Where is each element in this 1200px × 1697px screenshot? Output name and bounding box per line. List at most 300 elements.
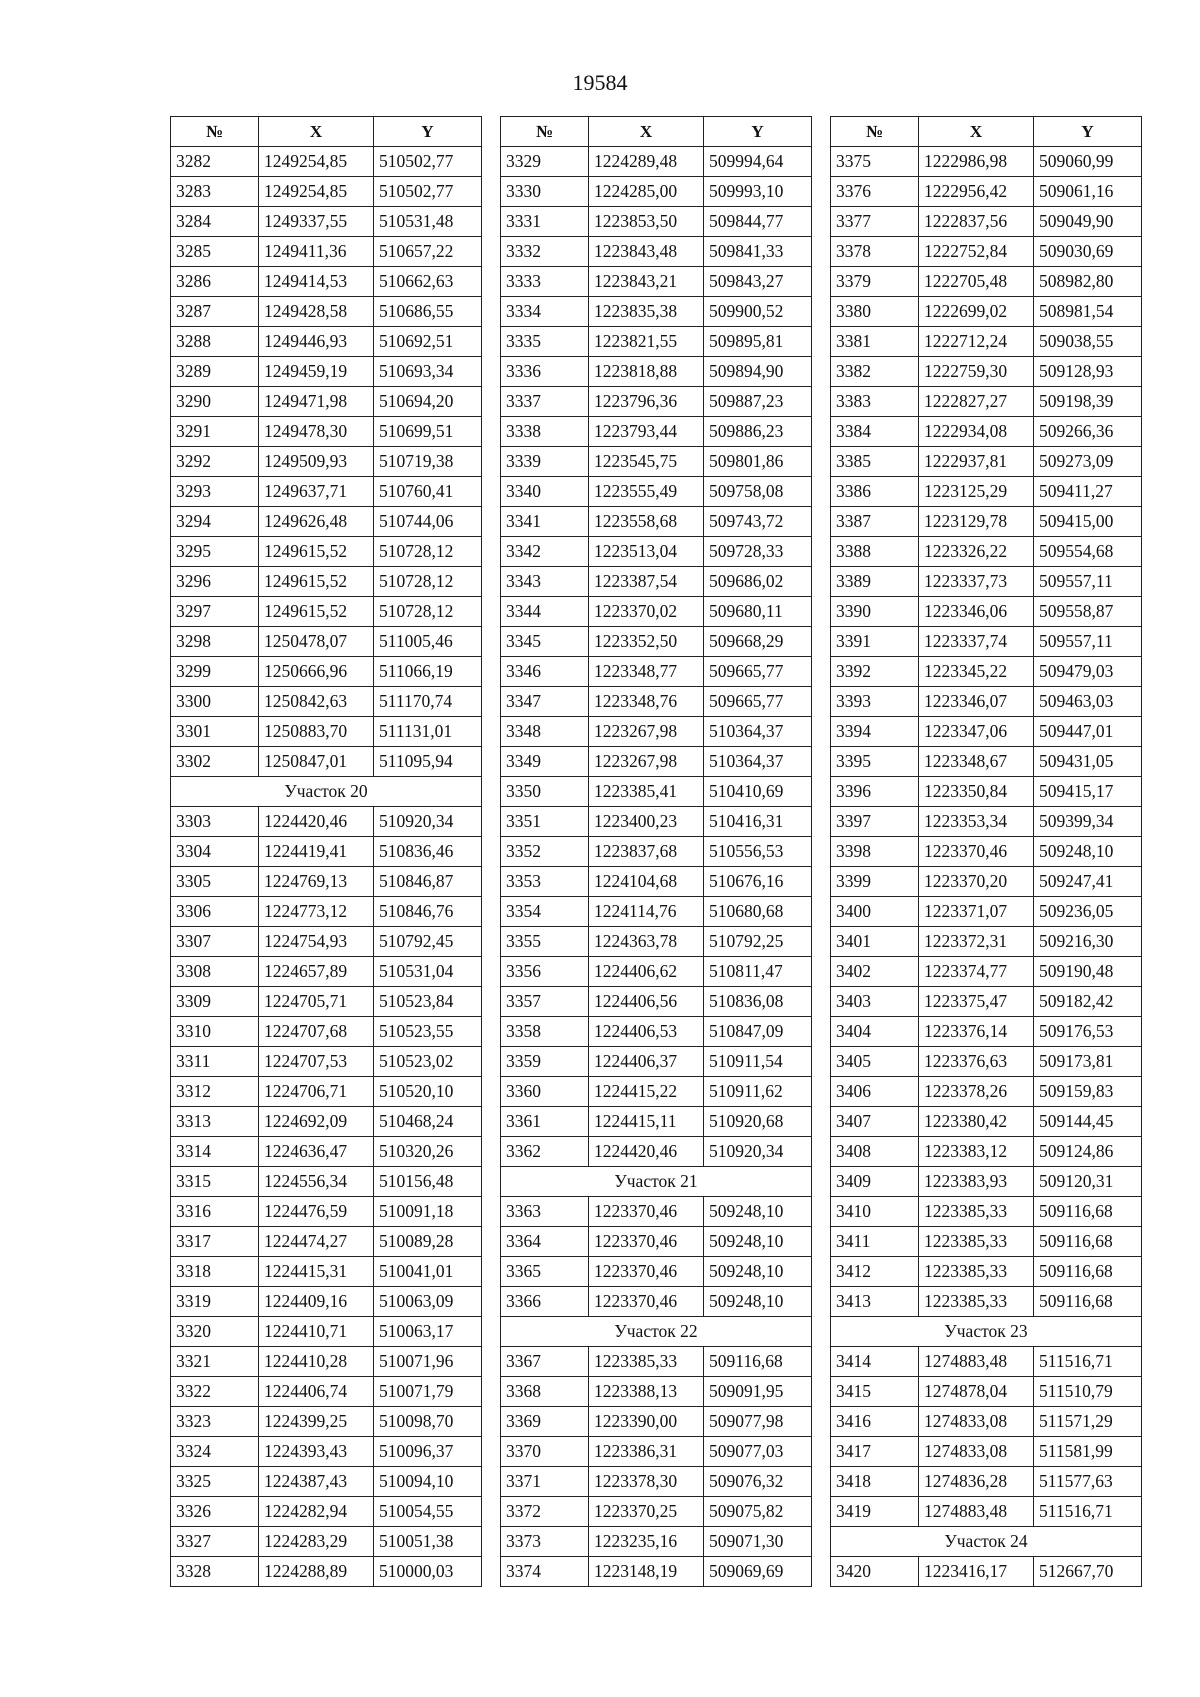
table-row xyxy=(171,1077,482,1107)
point-number: 3291 xyxy=(171,417,259,447)
table-row xyxy=(501,987,812,1017)
point-number: 3418 xyxy=(831,1467,919,1497)
point-number: 3286 xyxy=(171,267,259,297)
point-number: 3377 xyxy=(831,207,919,237)
point-number: 3341 xyxy=(501,507,589,537)
y-coordinate: 510468,24 xyxy=(374,1107,482,1137)
coordinate-table-3 xyxy=(830,116,1142,1587)
y-coordinate: 509411,27 xyxy=(1034,477,1142,507)
table-row xyxy=(501,1407,812,1437)
point-number: 3391 xyxy=(831,627,919,657)
y-coordinate: 510556,53 xyxy=(704,837,812,867)
y-coordinate: 509415,17 xyxy=(1034,777,1142,807)
x-coordinate: 1224707,68 xyxy=(259,1017,374,1047)
y-coordinate: 509758,08 xyxy=(704,477,812,507)
x-coordinate: 1223372,31 xyxy=(919,927,1034,957)
x-coordinate: 1249509,93 xyxy=(259,447,374,477)
table-row xyxy=(171,297,482,327)
point-number: 3316 xyxy=(171,1197,259,1227)
y-coordinate: 510071,96 xyxy=(374,1347,482,1377)
table-row xyxy=(171,897,482,927)
table-row xyxy=(831,267,1142,297)
point-number: 3302 xyxy=(171,747,259,777)
x-coordinate: 1223383,93 xyxy=(919,1167,1034,1197)
section-title: Участок 22 xyxy=(501,1317,812,1347)
y-coordinate: 511095,94 xyxy=(374,747,482,777)
section-title: Участок 23 xyxy=(831,1317,1142,1347)
table-row xyxy=(501,777,812,807)
y-coordinate: 510523,84 xyxy=(374,987,482,1017)
table-row xyxy=(171,477,482,507)
x-coordinate: 1223385,33 xyxy=(919,1287,1034,1317)
point-number: 3323 xyxy=(171,1407,259,1437)
y-coordinate: 509061,16 xyxy=(1034,177,1142,207)
table-row xyxy=(831,207,1142,237)
y-coordinate: 509728,33 xyxy=(704,537,812,567)
y-coordinate: 510320,26 xyxy=(374,1137,482,1167)
table-row xyxy=(501,237,812,267)
point-number: 3362 xyxy=(501,1137,589,1167)
y-coordinate: 510680,68 xyxy=(704,897,812,927)
header-num: № xyxy=(831,117,919,147)
table-row xyxy=(831,927,1142,957)
x-coordinate: 1224393,43 xyxy=(259,1437,374,1467)
y-coordinate: 510094,10 xyxy=(374,1467,482,1497)
x-coordinate: 1249637,71 xyxy=(259,477,374,507)
x-coordinate: 1223383,12 xyxy=(919,1137,1034,1167)
point-number: 3330 xyxy=(501,177,589,207)
x-coordinate: 1224282,94 xyxy=(259,1497,374,1527)
x-coordinate: 1223416,17 xyxy=(919,1557,1034,1587)
y-coordinate: 511131,01 xyxy=(374,717,482,747)
x-coordinate: 1224406,62 xyxy=(589,957,704,987)
table-row xyxy=(171,807,482,837)
table-row xyxy=(501,1257,812,1287)
x-coordinate: 1223796,36 xyxy=(589,387,704,417)
y-coordinate: 509900,52 xyxy=(704,297,812,327)
x-coordinate: 1223385,33 xyxy=(589,1347,704,1377)
table-row xyxy=(501,327,812,357)
page-number: 19584 xyxy=(572,70,628,95)
y-coordinate: 511066,19 xyxy=(374,657,482,687)
table-row xyxy=(171,537,482,567)
point-number: 3308 xyxy=(171,957,259,987)
point-number: 3359 xyxy=(501,1047,589,1077)
point-number: 3416 xyxy=(831,1407,919,1437)
x-coordinate: 1223370,46 xyxy=(589,1197,704,1227)
y-coordinate: 510502,77 xyxy=(374,177,482,207)
point-number: 3382 xyxy=(831,357,919,387)
x-coordinate: 1224705,71 xyxy=(259,987,374,1017)
point-number: 3322 xyxy=(171,1377,259,1407)
point-number: 3392 xyxy=(831,657,919,687)
point-number: 3372 xyxy=(501,1497,589,1527)
y-coordinate: 510089,28 xyxy=(374,1227,482,1257)
y-coordinate: 509173,81 xyxy=(1034,1047,1142,1077)
point-number: 3336 xyxy=(501,357,589,387)
y-coordinate: 509844,77 xyxy=(704,207,812,237)
y-coordinate: 510063,17 xyxy=(374,1317,482,1347)
point-number: 3385 xyxy=(831,447,919,477)
point-number: 3415 xyxy=(831,1377,919,1407)
table-row xyxy=(831,237,1142,267)
x-coordinate: 1223337,74 xyxy=(919,627,1034,657)
point-number: 3324 xyxy=(171,1437,259,1467)
x-coordinate: 1222699,02 xyxy=(919,297,1034,327)
point-number: 3405 xyxy=(831,1047,919,1077)
x-coordinate: 1223376,63 xyxy=(919,1047,1034,1077)
point-number: 3397 xyxy=(831,807,919,837)
y-coordinate: 509273,09 xyxy=(1034,447,1142,477)
x-coordinate: 1223378,26 xyxy=(919,1077,1034,1107)
x-coordinate: 1250666,96 xyxy=(259,657,374,687)
y-coordinate: 509069,69 xyxy=(704,1557,812,1587)
point-number: 3312 xyxy=(171,1077,259,1107)
table-row xyxy=(501,1377,812,1407)
x-coordinate: 1222837,56 xyxy=(919,207,1034,237)
y-coordinate: 508981,54 xyxy=(1034,297,1142,327)
x-coordinate: 1222705,48 xyxy=(919,267,1034,297)
table-header-row xyxy=(501,117,812,147)
y-coordinate: 509554,68 xyxy=(1034,537,1142,567)
point-number: 3310 xyxy=(171,1017,259,1047)
point-number: 3360 xyxy=(501,1077,589,1107)
x-coordinate: 1223376,14 xyxy=(919,1017,1034,1047)
x-coordinate: 1224399,25 xyxy=(259,1407,374,1437)
table-row xyxy=(171,177,482,207)
table-row xyxy=(831,417,1142,447)
point-number: 3299 xyxy=(171,657,259,687)
coordinate-tables xyxy=(170,116,1146,1586)
table-row xyxy=(501,147,812,177)
x-coordinate: 1224114,76 xyxy=(589,897,704,927)
table-row xyxy=(501,447,812,477)
table-row xyxy=(171,417,482,447)
y-coordinate: 511577,63 xyxy=(1034,1467,1142,1497)
table-row xyxy=(831,1347,1142,1377)
y-coordinate: 510657,22 xyxy=(374,237,482,267)
y-coordinate: 511170,74 xyxy=(374,687,482,717)
point-number: 3334 xyxy=(501,297,589,327)
x-coordinate: 1223370,46 xyxy=(589,1227,704,1257)
x-coordinate: 1222752,84 xyxy=(919,237,1034,267)
point-number: 3402 xyxy=(831,957,919,987)
x-coordinate: 1224706,71 xyxy=(259,1077,374,1107)
y-coordinate: 511516,71 xyxy=(1034,1497,1142,1527)
x-coordinate: 1223348,76 xyxy=(589,687,704,717)
table-row xyxy=(501,1077,812,1107)
y-coordinate: 510051,38 xyxy=(374,1527,482,1557)
x-coordinate: 1223513,04 xyxy=(589,537,704,567)
y-coordinate: 509887,23 xyxy=(704,387,812,417)
coordinate-table-2 xyxy=(500,116,812,1587)
x-coordinate: 1224692,09 xyxy=(259,1107,374,1137)
y-coordinate: 509248,10 xyxy=(704,1257,812,1287)
x-coordinate: 1224420,46 xyxy=(589,1137,704,1167)
point-number: 3355 xyxy=(501,927,589,957)
point-number: 3350 xyxy=(501,777,589,807)
point-number: 3333 xyxy=(501,267,589,297)
point-number: 3400 xyxy=(831,897,919,927)
x-coordinate: 1224476,59 xyxy=(259,1197,374,1227)
y-coordinate: 508982,80 xyxy=(1034,267,1142,297)
table-row xyxy=(831,1467,1142,1497)
point-number: 3304 xyxy=(171,837,259,867)
x-coordinate: 1249615,52 xyxy=(259,537,374,567)
table-row xyxy=(501,207,812,237)
y-coordinate: 509075,82 xyxy=(704,1497,812,1527)
header-y: Y xyxy=(704,117,812,147)
point-number: 3306 xyxy=(171,897,259,927)
x-coordinate: 1224420,46 xyxy=(259,807,374,837)
y-coordinate: 510811,47 xyxy=(704,957,812,987)
table-row xyxy=(501,867,812,897)
table-row xyxy=(501,537,812,567)
point-number: 3283 xyxy=(171,177,259,207)
y-coordinate: 510911,62 xyxy=(704,1077,812,1107)
table-row xyxy=(171,957,482,987)
x-coordinate: 1224773,12 xyxy=(259,897,374,927)
y-coordinate: 509091,95 xyxy=(704,1377,812,1407)
y-coordinate: 510531,48 xyxy=(374,207,482,237)
x-coordinate: 1223345,22 xyxy=(919,657,1034,687)
x-coordinate: 1223843,48 xyxy=(589,237,704,267)
y-coordinate: 509886,23 xyxy=(704,417,812,447)
y-coordinate: 509077,98 xyxy=(704,1407,812,1437)
point-number: 3388 xyxy=(831,537,919,567)
y-coordinate: 510054,55 xyxy=(374,1497,482,1527)
point-number: 3363 xyxy=(501,1197,589,1227)
section-row xyxy=(501,1317,812,1347)
point-number: 3396 xyxy=(831,777,919,807)
y-coordinate: 511005,46 xyxy=(374,627,482,657)
point-number: 3289 xyxy=(171,357,259,387)
y-coordinate: 509557,11 xyxy=(1034,627,1142,657)
x-coordinate: 1224406,53 xyxy=(589,1017,704,1047)
x-coordinate: 1250478,07 xyxy=(259,627,374,657)
point-number: 3411 xyxy=(831,1227,919,1257)
y-coordinate: 509994,64 xyxy=(704,147,812,177)
table-row xyxy=(501,657,812,687)
table-row xyxy=(501,567,812,597)
point-number: 3412 xyxy=(831,1257,919,1287)
x-coordinate: 1249615,52 xyxy=(259,567,374,597)
x-coordinate: 1224474,27 xyxy=(259,1227,374,1257)
point-number: 3374 xyxy=(501,1557,589,1587)
table-row xyxy=(171,1527,482,1557)
y-coordinate: 509198,39 xyxy=(1034,387,1142,417)
point-number: 3309 xyxy=(171,987,259,1017)
table-row xyxy=(831,987,1142,1017)
point-number: 3371 xyxy=(501,1467,589,1497)
point-number: 3294 xyxy=(171,507,259,537)
y-coordinate: 510699,51 xyxy=(374,417,482,447)
point-number: 3369 xyxy=(501,1407,589,1437)
y-coordinate: 509431,05 xyxy=(1034,747,1142,777)
table-row xyxy=(171,867,482,897)
table-row xyxy=(831,1407,1142,1437)
y-coordinate: 510071,79 xyxy=(374,1377,482,1407)
point-number: 3340 xyxy=(501,477,589,507)
table-row xyxy=(831,1287,1142,1317)
y-coordinate: 510063,09 xyxy=(374,1287,482,1317)
point-number: 3352 xyxy=(501,837,589,867)
table-header-row xyxy=(831,117,1142,147)
point-number: 3403 xyxy=(831,987,919,1017)
point-number: 3338 xyxy=(501,417,589,447)
y-coordinate: 509894,90 xyxy=(704,357,812,387)
point-number: 3390 xyxy=(831,597,919,627)
table-row xyxy=(501,1467,812,1497)
table-row xyxy=(171,567,482,597)
table-row xyxy=(171,1317,482,1347)
point-number: 3370 xyxy=(501,1437,589,1467)
y-coordinate: 509266,36 xyxy=(1034,417,1142,447)
table-row xyxy=(501,927,812,957)
point-number: 3325 xyxy=(171,1467,259,1497)
table-row xyxy=(831,1077,1142,1107)
table-row xyxy=(171,1017,482,1047)
y-coordinate: 509060,99 xyxy=(1034,147,1142,177)
table-row xyxy=(171,747,482,777)
point-number: 3345 xyxy=(501,627,589,657)
x-coordinate: 1222937,81 xyxy=(919,447,1034,477)
x-coordinate: 1223129,78 xyxy=(919,507,1034,537)
x-coordinate: 1249254,85 xyxy=(259,177,374,207)
x-coordinate: 1223835,38 xyxy=(589,297,704,327)
x-coordinate: 1223370,02 xyxy=(589,597,704,627)
y-coordinate: 509248,10 xyxy=(1034,837,1142,867)
y-coordinate: 509190,48 xyxy=(1034,957,1142,987)
table-row xyxy=(831,597,1142,627)
table-row xyxy=(501,1347,812,1377)
table-row xyxy=(501,387,812,417)
x-coordinate: 1223353,34 xyxy=(919,807,1034,837)
table-row xyxy=(171,447,482,477)
table-row xyxy=(831,477,1142,507)
table-row xyxy=(171,267,482,297)
point-number: 3406 xyxy=(831,1077,919,1107)
point-number: 3313 xyxy=(171,1107,259,1137)
point-number: 3408 xyxy=(831,1137,919,1167)
y-coordinate: 511571,29 xyxy=(1034,1407,1142,1437)
section-row xyxy=(831,1317,1142,1347)
y-coordinate: 509120,31 xyxy=(1034,1167,1142,1197)
y-coordinate: 511510,79 xyxy=(1034,1377,1142,1407)
y-coordinate: 509558,87 xyxy=(1034,597,1142,627)
y-coordinate: 510662,63 xyxy=(374,267,482,297)
point-number: 3295 xyxy=(171,537,259,567)
table-row xyxy=(831,1497,1142,1527)
point-number: 3378 xyxy=(831,237,919,267)
section-row xyxy=(501,1167,812,1197)
y-coordinate: 510728,12 xyxy=(374,597,482,627)
x-coordinate: 1223390,00 xyxy=(589,1407,704,1437)
table-row xyxy=(501,1047,812,1077)
y-coordinate: 509144,45 xyxy=(1034,1107,1142,1137)
y-coordinate: 509030,69 xyxy=(1034,237,1142,267)
table-row xyxy=(831,1137,1142,1167)
point-number: 3344 xyxy=(501,597,589,627)
y-coordinate: 509557,11 xyxy=(1034,567,1142,597)
y-coordinate: 509116,68 xyxy=(704,1347,812,1377)
y-coordinate: 509479,03 xyxy=(1034,657,1142,687)
x-coordinate: 1223348,77 xyxy=(589,657,704,687)
x-coordinate: 1249254,85 xyxy=(259,147,374,177)
y-coordinate: 510000,03 xyxy=(374,1557,482,1587)
y-coordinate: 509176,53 xyxy=(1034,1017,1142,1047)
y-coordinate: 509049,90 xyxy=(1034,207,1142,237)
x-coordinate: 1223374,77 xyxy=(919,957,1034,987)
point-number: 3317 xyxy=(171,1227,259,1257)
table-row xyxy=(831,867,1142,897)
point-number: 3379 xyxy=(831,267,919,297)
point-number: 3351 xyxy=(501,807,589,837)
y-coordinate: 509248,10 xyxy=(704,1287,812,1317)
table-row xyxy=(501,507,812,537)
y-coordinate: 510692,51 xyxy=(374,327,482,357)
point-number: 3381 xyxy=(831,327,919,357)
table-row xyxy=(171,1407,482,1437)
point-number: 3373 xyxy=(501,1527,589,1557)
header-num: № xyxy=(501,117,589,147)
table-row xyxy=(831,837,1142,867)
y-coordinate: 509248,10 xyxy=(704,1227,812,1257)
point-number: 3393 xyxy=(831,687,919,717)
table-row xyxy=(501,1497,812,1527)
x-coordinate: 1223370,25 xyxy=(589,1497,704,1527)
point-number: 3285 xyxy=(171,237,259,267)
y-coordinate: 509686,02 xyxy=(704,567,812,597)
y-coordinate: 510693,34 xyxy=(374,357,482,387)
x-coordinate: 1224289,48 xyxy=(589,147,704,177)
point-number: 3337 xyxy=(501,387,589,417)
table-row xyxy=(831,687,1142,717)
y-coordinate: 509665,77 xyxy=(704,687,812,717)
x-coordinate: 1224387,43 xyxy=(259,1467,374,1497)
table-row xyxy=(501,1527,812,1557)
table-row xyxy=(171,1437,482,1467)
y-coordinate: 509399,34 xyxy=(1034,807,1142,837)
y-coordinate: 509247,41 xyxy=(1034,867,1142,897)
table-row xyxy=(171,1227,482,1257)
y-coordinate: 509236,05 xyxy=(1034,897,1142,927)
x-coordinate: 1222827,27 xyxy=(919,387,1034,417)
point-number: 3342 xyxy=(501,537,589,567)
x-coordinate: 1223370,46 xyxy=(919,837,1034,867)
point-number: 3314 xyxy=(171,1137,259,1167)
table-row xyxy=(501,477,812,507)
table-row xyxy=(171,597,482,627)
x-coordinate: 1223400,23 xyxy=(589,807,704,837)
y-coordinate: 512667,70 xyxy=(1034,1557,1142,1587)
point-number: 3348 xyxy=(501,717,589,747)
y-coordinate: 509128,93 xyxy=(1034,357,1142,387)
x-coordinate: 1223347,06 xyxy=(919,717,1034,747)
header-y: Y xyxy=(1034,117,1142,147)
x-coordinate: 1223350,84 xyxy=(919,777,1034,807)
point-number: 3339 xyxy=(501,447,589,477)
point-number: 3349 xyxy=(501,747,589,777)
header-x: X xyxy=(259,117,374,147)
x-coordinate: 1223378,30 xyxy=(589,1467,704,1497)
table-row xyxy=(171,237,482,267)
table-row xyxy=(501,717,812,747)
x-coordinate: 1223267,98 xyxy=(589,747,704,777)
table-row xyxy=(171,1047,482,1077)
point-number: 3311 xyxy=(171,1047,259,1077)
table-row xyxy=(831,777,1142,807)
